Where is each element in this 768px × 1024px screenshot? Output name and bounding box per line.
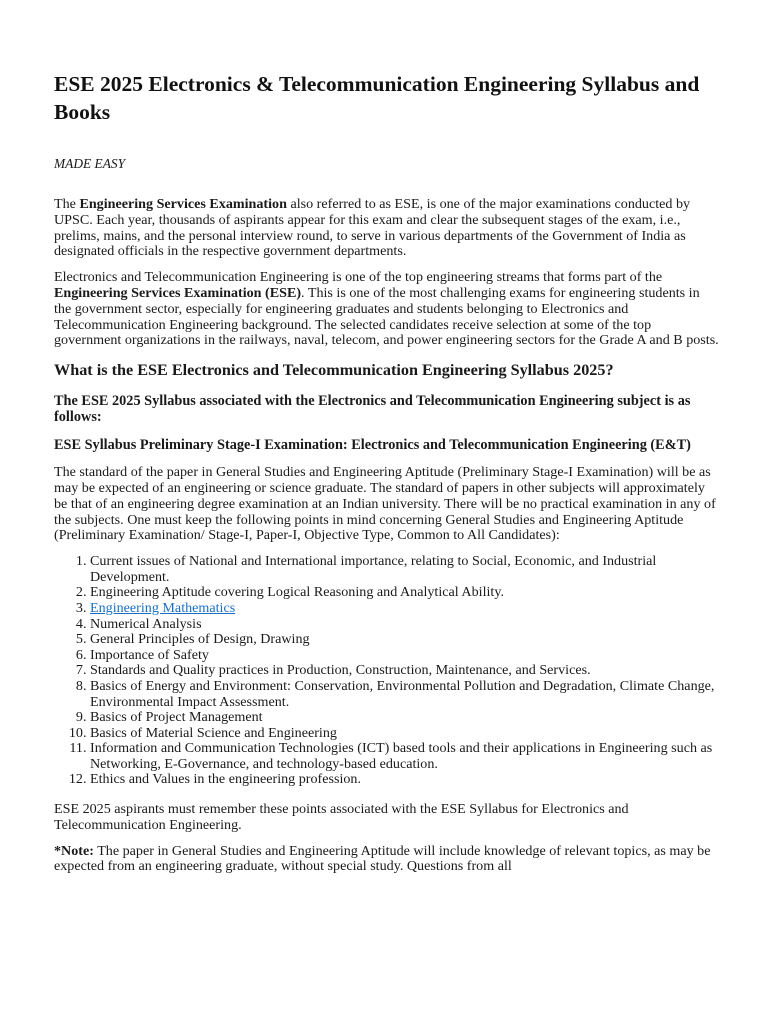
note-paragraph <box>54 844 719 876</box>
intro-paragraph-2 <box>54 270 719 349</box>
remember-paragraph: ESE 2025 aspirants must remember these points associated with the ESE Syllabus for Electronics and Telecommunication Engineering. <box>54 801 629 833</box>
intro-2-bold: Engineering Services Examination (ESE) <box>54 284 302 301</box>
intro-1-pre: The <box>54 196 80 212</box>
list-item: 9. Basics of Project Management <box>90 710 719 726</box>
article-title: ESE 2025 Electronics & Telecommunication Engineering Syllabus and Books <box>54 72 700 124</box>
intro-1-bold: Engineering Services Examination <box>79 196 287 212</box>
syllabus-follows-subheading: The ESE 2025 Syllabus associated with the Electronics and Telecommunication Engineering subject is as follows: <box>54 393 691 426</box>
intro-2-pre: Electronics and Telecommunication Engineering is one of the top engineering streams that forms part of the <box>54 269 663 286</box>
topics-list <box>54 554 719 788</box>
list-item: 8. Basics of Energy and Environment: Conservation, Environmental Pollution and Degradation, Climate Change, Environmental Impact Assessment. <box>90 679 719 710</box>
note-text: The paper in General Studies and Engineering Aptitude will include knowledge of relevant topics, as may be expected from an engineering graduate, without special study. Questions from all <box>54 842 711 875</box>
prelims-subheading: ESE Syllabus Preliminary Stage-I Examination: Electronics and Telecommunication Engineering (E&T) <box>54 437 691 454</box>
list-item: 4. Numerical Analysis <box>90 617 719 633</box>
engineering-mathematics-link[interactable]: Engineering Mathematics <box>90 599 236 616</box>
note-label: *Note: <box>54 842 94 859</box>
intro-2-post: . This is one of the most challenging exams for engineering students in the government sector, especially for engineering graduates and students belonging to Electronics and Telecommunication Engineering background. The selected candidates receive selection at some of the top government organizations in the railways, naval, telecom, and power engineering sectors for the Grade A and B posts. <box>54 284 719 349</box>
intro-1-post: also referred to as ESE, is one of the major examinations conducted by UPSC. Each year, thousands of aspirants appear for this exam and clear the subsequent stages of the exam, i.e., prelims, mains, and the personal interview round, to serve in various departments of the Government of India as designated officials in the respective government departments. <box>54 196 691 260</box>
list-item: 1. Current issues of National and International importance, relating to Social, Economic, and Industrial Development. <box>90 554 719 585</box>
list-item: 6. Importance of Safety <box>90 648 719 664</box>
list-item: 7. Standards and Quality practices in Production, Construction, Maintenance, and Services. <box>90 663 719 679</box>
document-page <box>54 70 719 885</box>
list-item: 11. Information and Communication Technologies (ICT) based tools and their applications in Engineering such as Networking, E-Governance, and technology-based education. <box>90 741 719 772</box>
intro-paragraph-1 <box>54 197 719 260</box>
list-item <box>90 601 719 617</box>
standard-paragraph: The standard of the paper in General Studies and Engineering Aptitude (Preliminary Stage-I Examination) will be as may be expected of an engineering or science graduate. The standard of papers in other subjects will approximately be that of an engineering degree examination at an Indian university. There will be no practical examination in any of the subjects. One must keep the following points in mind concerning General Studies and Engineering Aptitude (Preliminary Examination/ Stage-I, Paper-I, Objective Type, Common to All Candidates): <box>54 464 716 544</box>
list-item: 10. Basics of Material Science and Engineering <box>90 726 719 742</box>
syllabus-heading: What is the ESE Electronics and Telecommunication Engineering Syllabus 2025? <box>54 361 614 380</box>
list-item: 12. Ethics and Values in the engineering profession. <box>90 772 719 788</box>
list-item: 5. General Principles of Design, Drawing <box>90 632 719 648</box>
article-author: MADE EASY <box>54 156 126 171</box>
list-item: 2. Engineering Aptitude covering Logical Reasoning and Analytical Ability. <box>90 585 719 601</box>
